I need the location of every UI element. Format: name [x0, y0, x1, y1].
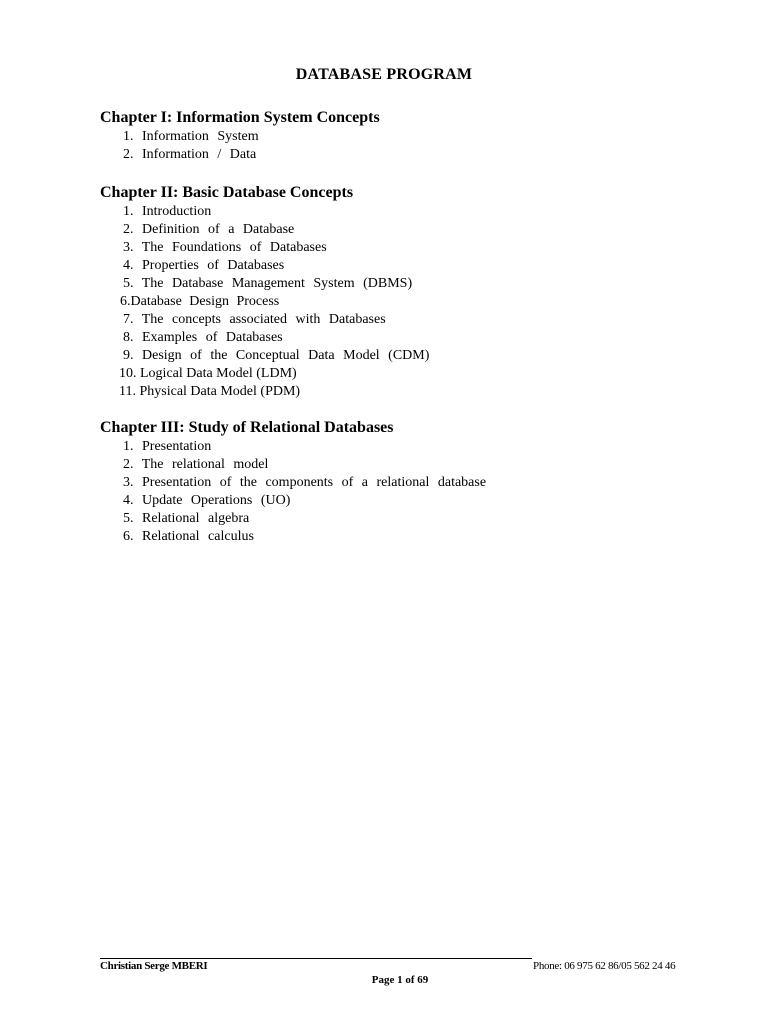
list-item: 4. Properties of Databases: [123, 258, 285, 273]
list-item: 11. Physical Data Model (PDM): [119, 384, 301, 399]
list-item: 6. Relational calculus: [123, 529, 254, 544]
footer-author: Christian Serge MBERI: [100, 960, 208, 972]
page-number: Page 1 of 69: [371, 974, 429, 986]
list-item: 2. Information / Data: [123, 147, 257, 162]
footer-divider: [100, 958, 532, 959]
list-item: 4. Update Operations (UO): [123, 493, 291, 508]
list-item: 1. Information System: [123, 129, 259, 144]
chapter-2: [100, 183, 740, 401]
list-item: 10. Logical Data Model (LDM): [119, 366, 297, 381]
list-item: 6.Database Design Process: [120, 294, 280, 309]
document-title: DATABASE PROGRAM: [295, 66, 473, 83]
list-item: 1. Presentation: [123, 439, 212, 454]
chapter-item-list: [100, 128, 740, 164]
list-item: 9. Design of the Conceptual Data Model (CDM): [123, 348, 430, 363]
chapter-1: [100, 108, 740, 164]
list-item: 1. Introduction: [123, 204, 212, 219]
list-item: 3. Presentation of the components of a relational database: [123, 475, 487, 490]
chapter-item-list: [100, 203, 740, 401]
list-item: 8. Examples of Databases: [123, 330, 283, 345]
footer-phone: Phone: 06 975 62 86/05 562 24 46: [533, 960, 676, 972]
list-item: 3. The Foundations of Databases: [123, 240, 327, 255]
list-item: 7. The concepts associated with Databases: [123, 312, 386, 327]
chapter-heading: Chapter I: Information System Concepts: [100, 109, 380, 126]
list-item: 5. Relational algebra: [123, 511, 250, 526]
list-item: 2. Definition of a Database: [123, 222, 295, 237]
chapter-heading: Chapter III: Study of Relational Databases: [100, 419, 394, 436]
list-item: 2. The relational model: [123, 457, 269, 472]
chapter-heading: Chapter II: Basic Database Concepts: [100, 184, 354, 201]
chapter-3: [100, 418, 740, 546]
chapter-item-list: [100, 438, 740, 546]
list-item: 5. The Database Management System (DBMS): [123, 276, 413, 291]
